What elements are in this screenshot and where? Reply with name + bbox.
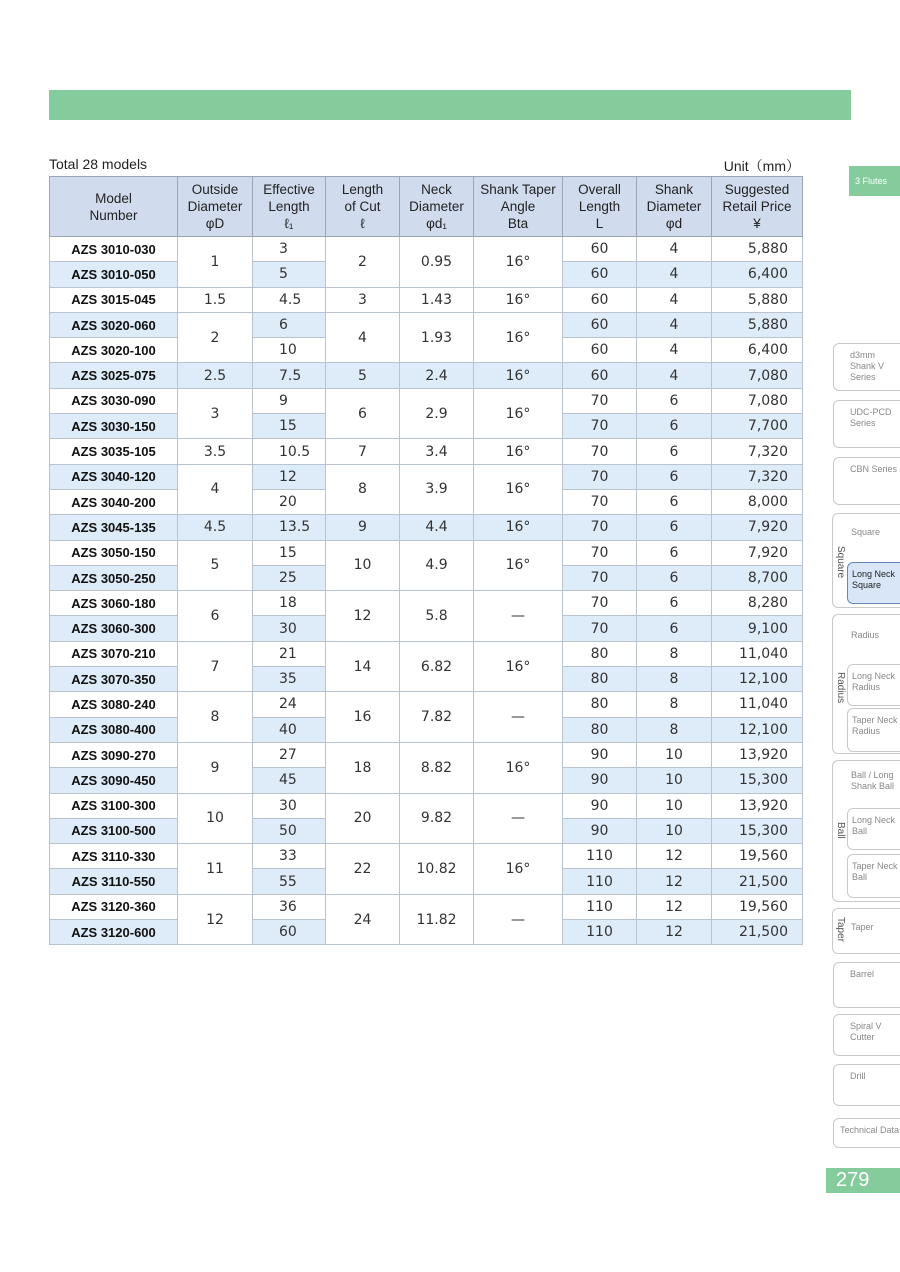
model-number-cell: AZS 3120-360 [50,894,178,919]
overall-length-cell: 90 [563,742,637,767]
model-number-cell: AZS 3110-330 [50,844,178,869]
shank-diameter-cell: 12 [637,869,712,894]
column-header-3 [326,177,400,237]
overall-length-cell: 70 [563,439,637,464]
shank-diameter-cell: 4 [637,312,712,337]
table-row [50,641,803,666]
outside-diameter-cell: 3.5 [178,439,253,464]
shank-diameter-cell: 10 [637,793,712,818]
overall-length-cell: 70 [563,489,637,514]
table-row [50,742,803,767]
length-of-cut-cell: 8 [326,464,400,515]
effective-length-cell: 40 [253,717,326,742]
overall-length-cell: 60 [563,237,637,262]
neck-diameter-cell: 2.9 [400,388,474,439]
retail-price-cell: 15,300 [712,818,803,843]
tab-spiral-v-cutter[interactable] [833,1014,900,1056]
model-number-cell: AZS 3090-450 [50,768,178,793]
outside-diameter-cell: 2.5 [178,363,253,388]
shank-diameter-cell: 6 [637,616,712,641]
effective-length-cell: 9 [253,388,326,413]
neck-diameter-cell: 6.82 [400,641,474,692]
retail-price-cell: 6,400 [712,338,803,363]
model-number-cell: AZS 3110-550 [50,869,178,894]
shank-diameter-cell: 4 [637,338,712,363]
neck-diameter-cell: 4.4 [400,515,474,540]
table-row [50,363,803,388]
model-number-cell: AZS 3015-045 [50,287,178,312]
tab-taper-neck-radius[interactable] [847,708,900,752]
neck-diameter-cell: 3.4 [400,439,474,464]
column-header-7 [637,177,712,237]
effective-length-cell: 20 [253,489,326,514]
shank-taper-angle-cell: — [474,894,563,945]
shank-diameter-cell: 4 [637,262,712,287]
effective-length-cell: 25 [253,565,326,590]
overall-length-cell: 70 [563,414,637,439]
tab-long-neck-square-label: Long Neck Square [852,569,896,590]
column-header-4 [400,177,474,237]
outside-diameter-cell: 7 [178,641,253,692]
column-header-text: Retail Price [722,199,792,214]
neck-diameter-cell: 11.82 [400,894,474,945]
column-header-text: ℓ₁ [284,216,294,231]
model-number-cell: AZS 3100-300 [50,793,178,818]
effective-length-cell: 5 [253,262,326,287]
length-of-cut-cell: 20 [326,793,400,844]
tab-long-neck-radius-label: Long Neck Radius [852,671,896,692]
overall-length-cell: 70 [563,565,637,590]
overall-length-cell: 60 [563,312,637,337]
retail-price-cell: 7,920 [712,540,803,565]
tab-spiral-label: Spiral V Cutter [850,1021,882,1042]
outside-diameter-cell: 1 [178,237,253,288]
neck-diameter-cell: 9.82 [400,793,474,844]
table-row [50,692,803,717]
shank-taper-angle-cell: 16° [474,540,563,591]
table-row [50,793,803,818]
radius-group-label: Radius [835,671,846,704]
column-header-text: Shank [654,182,694,197]
column-header-text: Effective [263,182,315,197]
retail-price-cell: 5,880 [712,287,803,312]
effective-length-cell: 30 [253,793,326,818]
outside-diameter-cell: 3 [178,388,253,439]
column-header-text: φd₁ [426,216,447,231]
length-of-cut-cell: 4 [326,312,400,363]
retail-price-cell: 8,700 [712,565,803,590]
model-number-cell: AZS 3020-100 [50,338,178,363]
model-number-cell: AZS 3010-030 [50,237,178,262]
shank-taper-angle-cell: — [474,591,563,642]
retail-price-cell: 7,920 [712,515,803,540]
shank-taper-angle-cell: 16° [474,641,563,692]
tab-barrel[interactable] [833,962,900,1008]
shank-diameter-cell: 8 [637,667,712,692]
shank-taper-angle-cell: 16° [474,742,563,793]
overall-length-cell: 110 [563,844,637,869]
retail-price-cell: 9,100 [712,616,803,641]
shank-diameter-cell: 6 [637,388,712,413]
shank-taper-angle-cell: — [474,692,563,743]
retail-price-cell: 15,300 [712,768,803,793]
shank-diameter-cell: 10 [637,768,712,793]
overall-length-cell: 90 [563,768,637,793]
retail-price-cell: 13,920 [712,793,803,818]
length-of-cut-cell: 10 [326,540,400,591]
table-row [50,287,803,312]
effective-length-cell: 3 [253,237,326,262]
overall-length-cell: 60 [563,262,637,287]
length-of-cut-cell: 22 [326,844,400,895]
shank-diameter-cell: 6 [637,515,712,540]
square-group-label: Square [835,546,846,579]
effective-length-cell: 36 [253,894,326,919]
model-number-cell: AZS 3090-270 [50,742,178,767]
unit-label: Unit（mm） [723,158,800,174]
shank-taper-angle-cell: 16° [474,464,563,515]
model-number-cell: AZS 3050-250 [50,565,178,590]
neck-diameter-cell: 2.4 [400,363,474,388]
outside-diameter-cell: 4 [178,464,253,515]
retail-price-cell: 7,700 [712,414,803,439]
outside-diameter-cell: 8 [178,692,253,743]
retail-price-cell: 5,880 [712,312,803,337]
retail-price-cell: 11,040 [712,692,803,717]
overall-length-cell: 70 [563,464,637,489]
shank-taper-angle-cell: 16° [474,287,563,312]
column-header-text: Diameter [409,199,464,214]
model-number-cell: AZS 3040-120 [50,464,178,489]
shank-taper-angle-cell: 16° [474,844,563,895]
neck-diameter-cell: 5.8 [400,591,474,642]
retail-price-cell: 19,560 [712,844,803,869]
column-header-text: Length [341,182,384,197]
overall-length-cell: 80 [563,717,637,742]
overall-length-cell: 90 [563,818,637,843]
retail-price-cell: 7,080 [712,363,803,388]
shank-diameter-cell: 6 [637,464,712,489]
effective-length-cell: 6 [253,312,326,337]
outside-diameter-cell: 10 [178,793,253,844]
effective-length-cell: 10.5 [253,439,326,464]
table-body [50,237,803,945]
table-row [50,312,803,337]
overall-length-cell: 70 [563,388,637,413]
neck-diameter-cell: 7.82 [400,692,474,743]
overall-length-cell: 60 [563,363,637,388]
page-number: 279 [826,1168,900,1193]
effective-length-cell: 18 [253,591,326,616]
shank-taper-angle-cell: — [474,793,563,844]
neck-diameter-cell: 3.9 [400,464,474,515]
retail-price-cell: 13,920 [712,742,803,767]
overall-length-cell: 110 [563,894,637,919]
effective-length-cell: 21 [253,641,326,666]
effective-length-cell: 50 [253,818,326,843]
length-of-cut-cell: 6 [326,388,400,439]
tab-barrel-label: Barrel [850,969,875,979]
overall-length-cell: 60 [563,338,637,363]
retail-price-cell: 21,500 [712,920,803,945]
spec-table [49,176,803,945]
shank-taper-angle-cell: 16° [474,388,563,439]
overall-length-cell: 70 [563,616,637,641]
column-header-text: ¥ [753,216,761,231]
column-header-text: φd [665,216,683,231]
table-row [50,591,803,616]
model-number-cell: AZS 3120-600 [50,920,178,945]
retail-price-cell: 12,100 [712,667,803,692]
length-of-cut-cell: 18 [326,742,400,793]
effective-length-cell: 4.5 [253,287,326,312]
tab-long-neck-radius[interactable] [847,664,900,706]
neck-diameter-cell: 1.43 [400,287,474,312]
tab-radius[interactable] [847,624,900,662]
column-header-text: L [595,216,604,231]
retail-price-cell: 6,400 [712,262,803,287]
table-header-row [50,177,803,237]
model-number-cell: AZS 3060-300 [50,616,178,641]
column-header-6 [563,177,637,237]
column-header-text: Diameter [187,199,243,214]
column-header-8 [712,177,803,237]
retail-price-cell: 7,320 [712,464,803,489]
table-row [50,844,803,869]
column-header-text: Shank Taper [480,182,556,197]
shank-diameter-cell: 12 [637,894,712,919]
shank-diameter-cell: 4 [637,287,712,312]
neck-diameter-cell: 4.9 [400,540,474,591]
model-number-cell: AZS 3070-210 [50,641,178,666]
retail-price-cell: 11,040 [712,641,803,666]
model-number-cell: AZS 3060-180 [50,591,178,616]
effective-length-cell: 13.5 [253,515,326,540]
tab-taper-neck-ball[interactable] [847,854,900,898]
shank-diameter-cell: 8 [637,692,712,717]
model-number-cell: AZS 3020-060 [50,312,178,337]
shank-taper-angle-cell: 16° [474,312,563,363]
length-of-cut-cell: 9 [326,515,400,540]
retail-price-cell: 21,500 [712,869,803,894]
retail-price-cell: 12,100 [712,717,803,742]
tab-long-neck-ball-label: Long Neck Ball [852,815,896,836]
effective-length-cell: 30 [253,616,326,641]
column-header-text: Diameter [646,199,702,214]
shank-diameter-cell: 10 [637,742,712,767]
ball-group-label: Ball [835,821,846,839]
table-row [50,439,803,464]
shank-diameter-cell: 6 [637,565,712,590]
outside-diameter-cell: 6 [178,591,253,642]
overall-length-cell: 90 [563,793,637,818]
shank-diameter-cell: 6 [637,591,712,616]
tab-technical-data[interactable] [833,1118,900,1148]
model-number-cell: AZS 3035-105 [50,439,178,464]
shank-taper-angle-cell: 16° [474,439,563,464]
overall-length-cell: 60 [563,287,637,312]
shank-diameter-cell: 8 [637,641,712,666]
total-models-label: Total 28 models [49,156,148,172]
overall-length-cell: 80 [563,692,637,717]
shank-diameter-cell: 8 [637,717,712,742]
tab-ball-long-shank-label: Ball / Long Shank Ball [851,770,895,791]
shank-diameter-cell: 4 [637,363,712,388]
length-of-cut-cell: 14 [326,641,400,692]
column-header-text: Angle [500,199,536,214]
column-header-text: Number [89,207,138,223]
neck-diameter-cell: 10.82 [400,844,474,895]
tab-long-neck-square[interactable] [847,562,900,604]
overall-length-cell: 70 [563,540,637,565]
tab-udc-pcd-label: UDC-PCD Series [850,407,892,428]
overall-length-cell: 110 [563,869,637,894]
table-row [50,388,803,413]
effective-length-cell: 45 [253,768,326,793]
retail-price-cell: 7,080 [712,388,803,413]
shank-taper-angle-cell: 16° [474,515,563,540]
model-number-cell: AZS 3080-400 [50,717,178,742]
overall-length-cell: 70 [563,591,637,616]
shank-diameter-cell: 6 [637,540,712,565]
length-of-cut-cell: 3 [326,287,400,312]
retail-price-cell: 19,560 [712,894,803,919]
model-number-cell: AZS 3030-150 [50,414,178,439]
overall-length-cell: 80 [563,667,637,692]
tab-square-label: Square [851,527,881,537]
shank-diameter-cell: 10 [637,818,712,843]
tab-taper-neck-ball-label: Taper Neck Ball [852,861,898,882]
shank-diameter-cell: 12 [637,844,712,869]
effective-length-cell: 12 [253,464,326,489]
length-of-cut-cell: 2 [326,237,400,288]
tab-drill-label: Drill [850,1071,866,1081]
tab-taper-neck-radius-label: Taper Neck Radius [852,715,898,736]
tab-ball-long-shank[interactable] [847,764,900,806]
length-of-cut-cell: 24 [326,894,400,945]
tab-taper[interactable] [847,916,900,950]
effective-length-cell: 7.5 [253,363,326,388]
tab-udc-pcd[interactable] [833,400,900,448]
shank-diameter-cell: 4 [637,237,712,262]
table-row [50,515,803,540]
tab-technical-label: Technical Data [840,1125,900,1135]
retail-price-cell: 7,320 [712,439,803,464]
column-header-text: φD [205,216,225,231]
column-header-text: Outside [191,182,239,197]
tab-drill[interactable] [833,1064,900,1106]
retail-price-cell: 8,000 [712,489,803,514]
neck-diameter-cell: 8.82 [400,742,474,793]
column-header-text: Suggested [724,182,790,197]
model-number-cell: AZS 3025-075 [50,363,178,388]
column-header-text: Length [268,199,310,214]
outside-diameter-cell: 4.5 [178,515,253,540]
model-number-cell: AZS 3100-500 [50,818,178,843]
effective-length-cell: 33 [253,844,326,869]
title-band [49,90,851,120]
column-header-text: ℓ [360,216,365,231]
outside-diameter-cell: 12 [178,894,253,945]
overall-length-cell: 70 [563,515,637,540]
effective-length-cell: 10 [253,338,326,363]
outside-diameter-cell: 11 [178,844,253,895]
column-header-text: Length [578,199,621,214]
column-header-text: of Cut [344,199,381,214]
length-of-cut-cell: 16 [326,692,400,743]
column-header-text: Neck [421,182,452,197]
taper-group-label: Taper [835,917,846,943]
retail-price-cell: 5,880 [712,237,803,262]
outside-diameter-cell: 2 [178,312,253,363]
model-number-cell: AZS 3010-050 [50,262,178,287]
table-row [50,540,803,565]
effective-length-cell: 15 [253,414,326,439]
table-row [50,237,803,262]
column-header-2 [253,177,326,237]
tab-long-neck-ball[interactable] [847,808,900,850]
overall-length-cell: 110 [563,920,637,945]
effective-length-cell: 35 [253,667,326,692]
length-of-cut-cell: 12 [326,591,400,642]
overall-length-cell: 80 [563,641,637,666]
column-header-text: Bta [507,216,529,231]
shank-taper-angle-cell: 16° [474,363,563,388]
tab-cbn[interactable] [833,457,900,505]
model-number-cell: AZS 3030-090 [50,388,178,413]
effective-length-cell: 60 [253,920,326,945]
shank-diameter-cell: 6 [637,439,712,464]
retail-price-cell: 8,280 [712,591,803,616]
model-number-cell: AZS 3040-200 [50,489,178,514]
tab-radius-label: Radius [851,630,880,640]
outside-diameter-cell: 1.5 [178,287,253,312]
effective-length-cell: 24 [253,692,326,717]
shank-diameter-cell: 6 [637,414,712,439]
outside-diameter-cell: 5 [178,540,253,591]
model-number-cell: AZS 3070-350 [50,667,178,692]
neck-diameter-cell: 0.95 [400,237,474,288]
table-row [50,464,803,489]
tab-taper-label: Taper [851,922,874,932]
effective-length-cell: 27 [253,742,326,767]
effective-length-cell: 15 [253,540,326,565]
tab-d3mm-label: d3mm Shank V Series [850,350,885,382]
table-row [50,894,803,919]
outside-diameter-cell: 9 [178,742,253,793]
effective-length-cell: 55 [253,869,326,894]
tab-cbn-label: CBN Series [850,464,898,474]
model-number-cell: AZS 3080-240 [50,692,178,717]
neck-diameter-cell: 1.93 [400,312,474,363]
model-number-cell: AZS 3050-150 [50,540,178,565]
column-header-1 [178,177,253,237]
column-header-text: Model [95,190,132,206]
column-header-0 [50,177,178,237]
shank-diameter-cell: 6 [637,489,712,514]
shank-diameter-cell: 12 [637,920,712,945]
tab-square[interactable] [847,521,900,559]
tab-3-flutes[interactable]: 3 Flutes [849,166,900,196]
length-of-cut-cell: 5 [326,363,400,388]
tab-d3mm-shank[interactable] [833,343,900,391]
column-header-text: Overall [578,182,621,197]
model-number-cell: AZS 3045-135 [50,515,178,540]
column-header-5 [474,177,563,237]
shank-taper-angle-cell: 16° [474,237,563,288]
length-of-cut-cell: 7 [326,439,400,464]
